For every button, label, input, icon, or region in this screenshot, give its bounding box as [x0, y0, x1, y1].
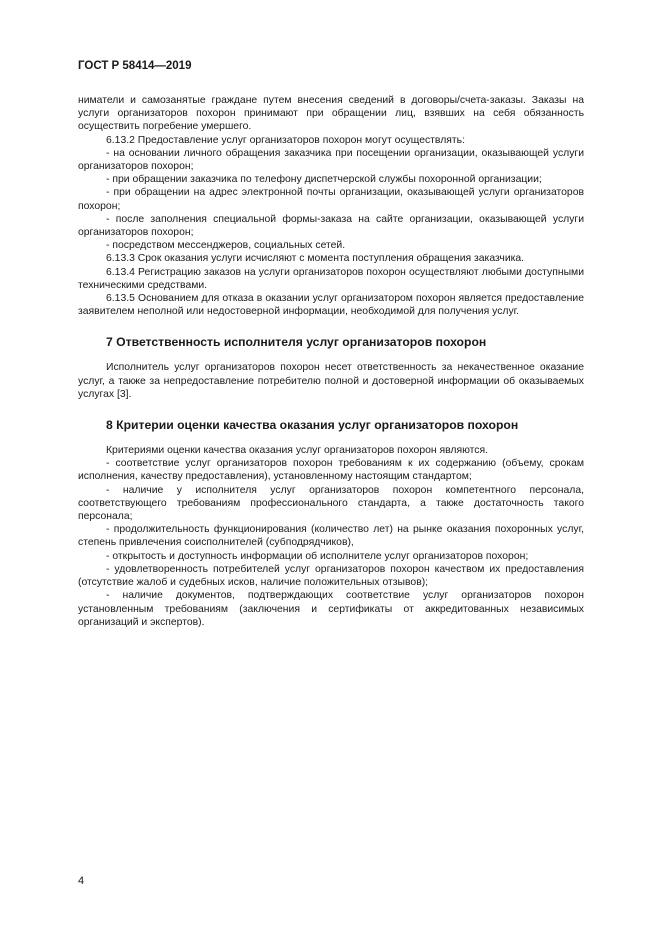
list-item: - наличие у исполнителя услуг организаторов похорон компетентного персонала, соответствующего требованиям профессионального стандарта, а также достаточность такого персонала; — [78, 484, 584, 523]
paragraph: ниматели и самозанятые граждане путем внесения сведений в договоры/счета-заказы. Заказы на услуги организаторов похорон принимают при обращении лиц, взявших на себя обязанность осуществить погребение умершего. — [78, 95, 584, 133]
page-number: 4 — [78, 875, 85, 887]
list-item: - на основании личного обращения заказчика при посещении организации, оказывающей услуги организаторов похорон; — [78, 147, 584, 173]
document-header: ГОСТ Р 58414—2019 — [78, 60, 192, 72]
paragraph: 6.13.3 Срок оказания услуги исчисляют с момента поступления обращения заказчика. — [106, 253, 525, 265]
document-body — [78, 94, 584, 629]
section-heading: 7 Ответственность исполнителя услуг организаторов похорон — [106, 335, 487, 350]
list-item: - наличие документов, подтверждающих соответствие услуг организаторов похорон установленным требованиям (заключения и сертификаты от аккредитованных независимых организаций и экспертов). — [78, 590, 584, 628]
paragraph: Исполнитель услуг организаторов похорон несет ответственность за некачественное оказание услуг, а также за непредоставление потребителю полной и достоверной информации об оказываемых услугах [3]. — [78, 362, 584, 400]
paragraph: 6.13.2 Предоставление услуг организаторов похорон могут осуществлять: — [106, 134, 465, 146]
list-item: - после заполнения специальной формы-заказа на сайте организации, оказывающей услуги организаторов похорон; — [78, 213, 584, 239]
paragraph: 6.13.4 Регистрацию заказов на услуги организаторов похорон осуществляют любыми доступными техническими средствами. — [78, 266, 584, 291]
list-item: - при обращении на адрес электронной почты организации, оказывающей услуги организаторов похорон; — [78, 187, 584, 212]
list-item: - продолжительность функционирования (количество лет) на рынке оказания похоронных услуг, степень привлечения соисполнителей (субподрядчиков), — [78, 524, 584, 549]
list-item: - удовлетворенность потребителей услуг организаторов похорон качеством их предоставления (отсутствие жалоб и судебных исков, наличие положительных отзывов); — [78, 563, 584, 589]
list-item: - открытость и доступность информации об исполнителе услуг организаторов похорон; — [106, 550, 529, 562]
section-heading: 8 Критерии оценки качества оказания услуг организаторов похорон — [106, 418, 519, 433]
paragraph: 6.13.5 Основанием для отказа в оказании услуг организатором похорон является предоставление заявителем неполной или недостоверной информации, необходимой для получения услуг. — [78, 293, 584, 318]
paragraph: Критериями оценки качества оказания услуг организаторов похорон являются. — [106, 445, 489, 457]
list-item: - соответствие услуг организаторов похорон требованиям к их содержанию (объему, срокам исполнения, качеству предоставления), установленному настоящим стандартом; — [78, 458, 584, 483]
list-item: - при обращении заказчика по телефону диспетчерской службы похоронной организации; — [106, 174, 542, 186]
list-item: - посредством мессенджеров, социальных сетей. — [106, 240, 346, 252]
